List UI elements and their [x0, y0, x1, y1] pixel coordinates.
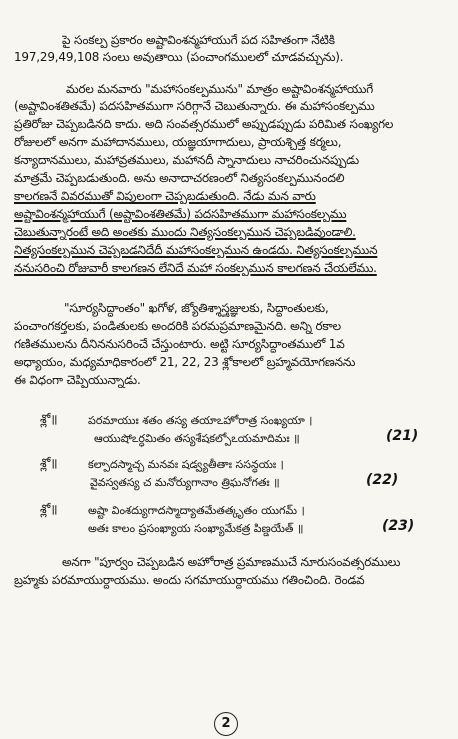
verse-line: కల్పాదస్మాచ్చ మనవః షడ్వ్యతీతాః ససన్ధయః ।: [88, 458, 284, 471]
verse-line: పరమాయుః శతం తస్య తయాఽహోరాత్ర సంఖ్యయా ।: [88, 414, 313, 427]
paragraph3-line: గణితములను దీనిననుసరించే చేస్తుంటారు. అట్టి సూర్యసిద్ధాంతములో 1వ: [14, 337, 345, 351]
verse-label: శ్లో॥: [40, 456, 58, 470]
paragraph2-line: కాలగణనే వివరముతో విపులంగా చెప్పబడుతుంది. నేడు మన వారు: [14, 189, 316, 203]
verse-line: ఆయుషోఽర్ధమితం తస్యశేషకల్పోఽయమాదిమః ॥: [94, 432, 300, 445]
verse-line: అతః కాలం ప్రసంఖ్యాయ సంఖ్యామేకత్ర పిణ్డయేత్ ॥: [88, 522, 304, 535]
verse-line: వైవస్వతస్య చ మనోర్యుగానాం త్రిఘనోగతః ॥: [90, 476, 280, 489]
paragraph4-line: బ్రహ్మకు పరమాయుర్దాయము. అందు సగమాయుర్దాయము గతించింది. రెండవ: [14, 573, 365, 587]
paragraph2-line: ప్రతిరోజు చెప్పబడినది కాదు. అది సంవత్సరములో అప్పుడప్పుడు పరిమిత సంఖ్యగల: [14, 117, 394, 131]
paragraph4-line: అనగా "పూర్వం చెప్పబడిన అహోరాత్ర ప్రమాణముచే నూరుసంవత్సరములు: [62, 555, 401, 569]
paragraph3-line: "సూర్యసిద్ధాంతం" ఖగోళ, జ్యోతిశ్శాస్త్రజ్ఞులకు, సిద్ధాంతులకు,: [64, 301, 329, 315]
paragraph1-line: పై సంకల్ప ప్రకారం అష్టావింశన్మహాయుగే పద సహితంగా నేటికి: [62, 33, 335, 47]
verse-line: అష్టా వింశద్యుగాదస్మాద్యాతమేతత్కృతం యుగమ్ ।: [88, 504, 305, 517]
paragraph2-line: ననుసరించి రోజువారీ కాలగణన లేనిదే మహా సంకల్పమున కాలగణన చేయలేము.: [14, 261, 377, 275]
verse-number: (21): [386, 428, 419, 444]
paragraph3-line: పంచాంగకర్తలకు, పండితులకు అందరికి పరమప్రమాణమైనది. అన్ని రకాల: [14, 319, 341, 333]
verse-number: (23): [382, 518, 415, 534]
paragraph2-line: రోజులలో అనగా మహాదానములు, యజ్ఞయాగాదులు, ప్రాయశ్చిత్త కర్మలు,: [14, 135, 342, 149]
verse-number: (22): [366, 472, 399, 488]
paragraph2-line: మరల మనవారు "మహాసంకల్పమును" మాత్రం అష్టావింశన్మహాయుగే: [66, 82, 374, 96]
paragraph2-line: మాత్రమే చెప్పబడుతుంది. అను అనాదాచరణంలో నిత్యసంకల్పమునందలి: [14, 171, 345, 185]
page-number: 2: [214, 712, 238, 736]
paragraph2-line: కన్యాదానములు, మహావ్రతములు, మహానదీ స్నానాదులు నాచరించునప్పుడు: [14, 153, 360, 167]
paragraph2-line: చెబుతున్నారంటే అది అంతకు ముందు నిత్యసంకల్పమున చెప్పబడివుండాలి.: [14, 225, 356, 239]
paragraph2-line: అష్టావింశన్మహాయుగే (అష్టావింశతితమే) పదసహితముగా మహాసంకల్పము: [14, 207, 347, 221]
paragraph2-line: (అష్టావింశతితమే) పదసహితముగా సరిగ్గానే చెబుతున్నారు. ఈ మహాసంకల్పము: [14, 99, 375, 113]
paragraph2-line: నిత్యసంకల్పమున చెప్పబడనిదేదీ మహాసంకల్పమున ఉండదు. నిత్యసంకల్పమున: [14, 243, 378, 257]
paragraph3-line: అధ్యాయం, మధ్యమాధికారంలో 21, 22, 23 శ్లోకాలలో బ్రహ్మవయోగణనను: [14, 355, 356, 369]
verse-label: శ్లో॥: [40, 412, 58, 426]
verse-label: శ్లో॥: [40, 502, 58, 516]
paragraph1-line: 197,29,49,108 సంలు అవుతాయి (పంచాంగములలో చూడవచ్చును).: [14, 50, 344, 64]
paragraph3-line: ఈ విధంగా చెప్పియున్నాడు.: [14, 373, 141, 387]
